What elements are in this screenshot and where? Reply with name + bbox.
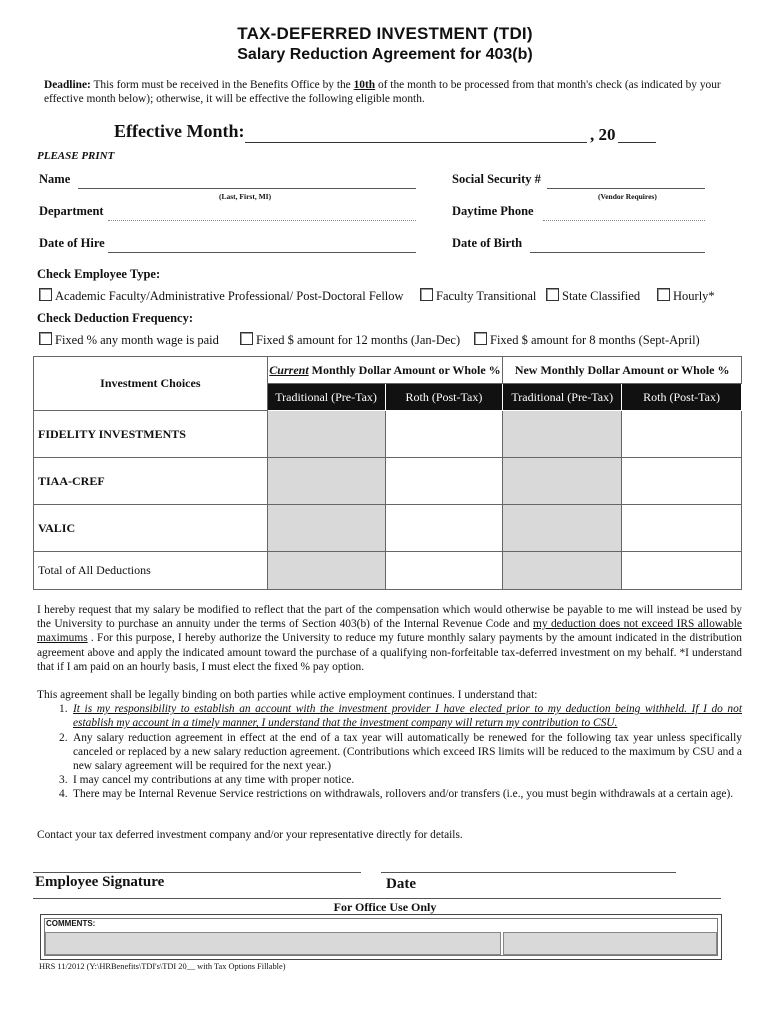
ssn-hint: (Vendor Requires) (598, 192, 657, 201)
checkbox[interactable] (240, 332, 253, 345)
fidelity-new-roth-cell[interactable] (622, 411, 742, 458)
total-deductions-label: Total of All Deductions (34, 552, 268, 590)
frequency-8-months-option[interactable]: Fixed $ amount for 8 months (Sept-April) (474, 332, 700, 348)
ssn-label: Social Security # (452, 172, 541, 186)
fidelity-current-roth-cell[interactable] (385, 411, 503, 458)
current-amount-header: Current Monthly Dollar Amount or Whole % (267, 357, 503, 384)
date-signature-field[interactable] (381, 872, 676, 873)
office-use-field[interactable] (503, 932, 717, 955)
investment-choices-header: Investment Choices (34, 357, 268, 411)
tiaa-new-traditional-cell[interactable] (503, 458, 622, 505)
fidelity-current-traditional-cell[interactable] (267, 411, 385, 458)
comments-label: COMMENTS: (46, 919, 96, 928)
total-new-roth-cell[interactable] (622, 552, 742, 590)
employee-signature-label: Employee Signature (35, 874, 165, 890)
contact-note: Contact your tax deferred investment company and/or your representative directly for details. (37, 829, 463, 841)
total-current-traditional-cell[interactable] (267, 552, 385, 590)
total-new-traditional-cell[interactable] (503, 552, 622, 590)
comments-box (40, 914, 722, 960)
effective-month-field[interactable] (245, 142, 587, 143)
employee-type-faculty-transitional-option[interactable]: Faculty Transitional (420, 288, 536, 304)
fidelity-row-label: FIDELITY INVESTMENTS (34, 411, 268, 458)
agreement-intro: This agreement shall be legally binding on both parties while active employment continues. I understand that: (37, 689, 538, 701)
checkbox[interactable] (474, 332, 487, 345)
effective-month-label: Effective Month: (114, 121, 245, 141)
new-amount-header: New Monthly Dollar Amount or Whole % (503, 357, 742, 384)
daytime-phone-label: Daytime Phone (452, 204, 534, 218)
new-roth-header: Roth (Post-Tax) (622, 384, 742, 411)
current-traditional-header: Traditional (Pre-Tax) (267, 384, 385, 411)
checkbox[interactable] (39, 288, 52, 301)
tiaa-cref-row-label: TIAA-CREF (34, 458, 268, 505)
total-current-roth-cell[interactable] (385, 552, 503, 590)
deduction-frequency-label: Check Deduction Frequency: (37, 311, 194, 325)
tiaa-new-roth-cell[interactable] (622, 458, 742, 505)
effective-year-field[interactable] (618, 142, 656, 143)
form-footer: HRS 11/2012 (Y:\HRBenefits\TDI's\TDI 20__ with Tax Options Fillable) (39, 962, 286, 971)
investment-table (33, 356, 742, 590)
valic-new-roth-cell[interactable] (622, 505, 742, 552)
list-item: 2. Any salary reduction agreement in effect at the end of a tax year will automatically be renewed for the following tax year unless specifically canceled or replaced by a new salary reduction agreement. (Contributions which exceed IRS limits will be reduced to the maximum by CSU and a new salary agreement will be required for the next year.) (59, 731, 742, 773)
checkbox[interactable] (39, 332, 52, 345)
employee-type-academic-option[interactable]: Academic Faculty/Administrative Professional/ Post-Doctoral Fellow (39, 288, 404, 304)
date-of-birth-field[interactable] (530, 252, 705, 253)
deadline-emphasis: 10th (353, 79, 376, 91)
employee-type-state-classified-option[interactable]: State Classified (546, 288, 640, 304)
frequency-12-months-option[interactable]: Fixed $ amount for 12 months (Jan-Dec) (240, 332, 460, 348)
valic-row-label: VALIC (34, 505, 268, 552)
form-subtitle: Salary Reduction Agreement for 403(b) (237, 46, 533, 63)
employee-type-hourly-option[interactable]: Hourly* (657, 288, 715, 304)
name-field[interactable] (78, 188, 416, 189)
frequency-percent-option[interactable]: Fixed % any month wage is paid (39, 332, 219, 348)
agreement-section (37, 688, 742, 802)
checkbox[interactable] (420, 288, 433, 301)
new-traditional-header: Traditional (Pre-Tax) (503, 384, 622, 411)
fidelity-new-traditional-cell[interactable] (503, 411, 622, 458)
department-field[interactable] (108, 220, 416, 221)
deadline-label: Deadline: (44, 79, 91, 91)
valic-current-roth-cell[interactable] (385, 505, 503, 552)
form-title: TAX-DEFERRED INVESTMENT (TDI) (237, 24, 533, 43)
table-row (34, 458, 742, 505)
please-print-note: PLEASE PRINT (37, 150, 115, 162)
signature-date-label: Date (386, 876, 416, 892)
list-item: 1. It is my responsibility to establish an account with the investment provider I have elected prior to my deduction being withheld. If I do not establish my account in a timely manner, I understand that the investment company will return my contribution to CSU. (59, 703, 742, 730)
department-label: Department (39, 204, 104, 218)
checkbox[interactable] (657, 288, 670, 301)
effective-year-prefix: , 20 (590, 125, 616, 144)
table-row (34, 505, 742, 552)
valic-new-traditional-cell[interactable] (503, 505, 622, 552)
checkbox[interactable] (546, 288, 559, 301)
name-hint: (Last, First, MI) (219, 192, 272, 201)
employee-type-label: Check Employee Type: (37, 267, 161, 281)
date-of-hire-label: Date of Hire (39, 236, 105, 250)
name-label: Name (39, 172, 71, 186)
table-row (34, 552, 742, 590)
deadline-notice: Deadline: This form must be received in the Benefits Office by the 10th of the month to be processed from that month's check (as indicated by your effective month below); otherwise, it will be effective the following eligible month. (44, 79, 721, 105)
salary-request-paragraph: I hereby request that my salary be modified to reflect that the part of the compensation which would otherwise be payable to me will instead be used by the University to purchase an annuity under the terms of Section 403(b) of the Internal Revenue Code and my deduction does not exceed IRS allowable maximums . For this purpose, I hereby authorize the University to reduce my future monthly salary payments by the amount indicated in the distribution agreement above and apply the indicated amount toward the purchase of a qualifying non-forfeitable tax-deferred investment on my behalf. *I understand that if I am paid on an hourly basis, I must elect the fixed % pay option. (37, 604, 742, 673)
tiaa-current-traditional-cell[interactable] (267, 458, 385, 505)
current-roth-header: Roth (Post-Tax) (385, 384, 503, 411)
office-use-heading: For Office Use Only (333, 900, 437, 914)
list-item: 3. I may cancel my contributions at any time with proper notice. (59, 774, 355, 787)
date-of-birth-label: Date of Birth (452, 236, 523, 250)
office-divider (33, 898, 721, 899)
date-of-hire-field[interactable] (108, 252, 416, 253)
tiaa-current-roth-cell[interactable] (385, 458, 503, 505)
valic-current-traditional-cell[interactable] (267, 505, 385, 552)
employee-signature-field[interactable] (33, 872, 361, 873)
ssn-field[interactable] (547, 188, 705, 189)
comments-field[interactable] (45, 932, 501, 955)
table-row (34, 411, 742, 458)
daytime-phone-field[interactable] (543, 220, 705, 221)
list-item: 4. There may be Internal Revenue Service restrictions on withdrawals, rollovers and/or transfers (i.e., you must begin withdrawals at a certain age). (59, 788, 734, 801)
